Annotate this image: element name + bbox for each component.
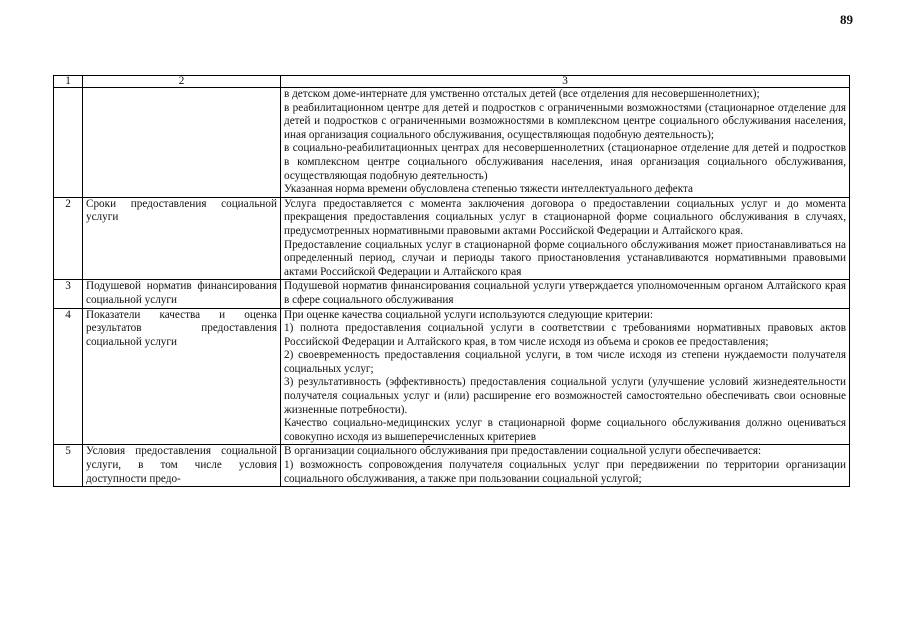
page-number: 89 <box>840 12 853 27</box>
row-number: 4 <box>54 308 83 445</box>
description-paragraph: в детском доме-интернате для умственно отсталых детей (все отделения для несовершеннолетних); <box>284 88 760 100</box>
row-number: 3 <box>54 280 83 308</box>
row-description <box>281 280 850 308</box>
description-paragraph: Предоставление социальных услуг в стационарной форме социального обслуживания может приостанавливаться на определенный период, случаи и периоды такого приостановления устанавливаются нормативными правовыми актами Российской Федерации и Алтайского края <box>284 238 846 278</box>
description-paragraph: 3) результативность (эффективность) предоставления социальной услуги (улучшение условий жизнедеятельности получателя социальных услуг и (или) расширение его возможностей самостоятельно обеспечивать свои основные жизненные потребности). <box>284 376 846 416</box>
row-description <box>281 88 850 198</box>
description-paragraph: В организации социального обслуживания при предоставлении социальной услуги обеспечивается: <box>284 445 762 458</box>
row-name: Показатели качества и оценка результатов предоставления социальной услуги <box>83 308 281 445</box>
description-paragraph: в реабилитационном центре для детей и подростков с ограниченными возможностями (стационарное отделение для детей и подростков с ограниченными возможностями в комплексном центре социального обслуживания населения, иная организация социального обслуживания, осуществляющая подобную деятельность); <box>284 101 846 141</box>
row-number: 2 <box>54 197 83 280</box>
row-description <box>281 308 850 445</box>
row-description <box>281 445 850 487</box>
description-paragraph: Подушевой норматив финансирования социальной услуги утверждается уполномоченным органом Алтайского края в сфере социального обслуживания <box>284 280 846 306</box>
description-paragraph: 1) полнота предоставления социальной услуги в соответствии с требованиями нормативных правовых актов Российской Федерации и Алтайского края, в том числе исходя из объема и сроков ее предоставления; <box>284 322 846 348</box>
description-paragraph: Указанная норма времени обусловлена степенью тяжести интеллектуального дефекта <box>284 183 694 196</box>
table-row <box>54 308 850 445</box>
row-number: 5 <box>54 445 83 487</box>
column-header-description: 3 <box>281 76 850 88</box>
description-paragraph: 2) своевременность предоставления социальной услуги, в том числе исходя из степени нуждаемости получателя социальных услуг; <box>284 349 846 375</box>
row-name: Условия предоставления социальной услуги, в том числе условия доступности предо- <box>83 445 281 487</box>
description-paragraph: в социально-реабилитационных центрах для несовершеннолетних (стационарное отделение для детей и подростков в комплексном центре социального обслуживания населения, иная организация социального обслуживания, осуществляющая подобную деятельность) <box>284 142 846 182</box>
row-name: Подушевой норматив финансирования социальной услуги <box>83 280 281 308</box>
row-description <box>281 197 850 280</box>
services-table <box>53 75 850 487</box>
table-row <box>54 280 850 308</box>
description-paragraph: Качество социально-медицинских услуг в стационарной форме социального обслуживания должно оцениваться совокупно исходя из вышеперечисленных критериев <box>284 417 846 443</box>
description-paragraph: 1) возможность сопровождения получателя социальных услуг при передвижении по территории организации социального обслуживания, а также при пользовании социальной услугой; <box>284 459 846 485</box>
row-number <box>54 88 83 198</box>
table-row <box>54 88 850 198</box>
table-row <box>54 445 850 487</box>
row-name <box>83 88 281 198</box>
table-row <box>54 197 850 280</box>
column-header-name: 2 <box>83 76 281 88</box>
table-header-row <box>54 76 850 88</box>
column-header-number: 1 <box>54 76 83 88</box>
row-name: Сроки предоставления социальной услуги <box>83 197 281 280</box>
description-paragraph: При оценке качества социальной услуги используются следующие критерии: <box>284 308 653 321</box>
description-paragraph: Услуга предоставляется с момента заключения договора о предоставлении социальных услуг и до момента прекращения предоставления социальных услуг в стационарной форме социального обслуживания в случаях, предусмотренных нормативными правовыми актами Российской Федерации и Алтайского края. <box>284 197 846 237</box>
